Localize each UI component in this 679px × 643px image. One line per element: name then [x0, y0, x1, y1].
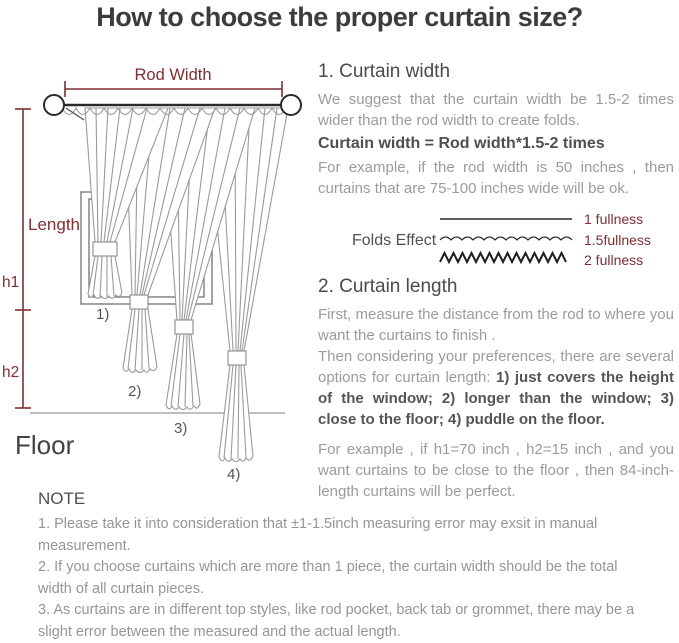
- curtain-4-number: 4): [227, 466, 241, 483]
- length-label: Length: [28, 215, 80, 234]
- curtain-length-para2: [318, 346, 674, 430]
- curtain-width-para2: For example, if the rod width is 50 inches , then curtains that are 75-100 inches wide will be ok.: [318, 159, 674, 197]
- curtain-width-heading: 1. Curtain width: [318, 61, 451, 82]
- curtain-3-number: 3): [174, 420, 188, 437]
- curtain-diagram: [0, 60, 315, 485]
- rod-finial-left: [44, 95, 64, 115]
- curtain-2-number: 2): [128, 383, 142, 400]
- note-item-2: 2. If you choose curtains which are more than 1 piece, the curtain width should be the total width of all curtain pieces.: [38, 559, 618, 597]
- curtain-length-example: For example , if h1=70 inch , h2=15 inch , and you want curtains to be close to the floor , then 84-inch-length curtains will be perfect.: [318, 441, 674, 500]
- fullness-1-label: 1 fullness: [584, 211, 644, 227]
- page-title: How to choose the proper curtain size?: [96, 2, 583, 32]
- note-item-1: 1. Please take it into consideration that ±1-1.5inch measuring error may exsit in manual measurement.: [38, 516, 598, 554]
- curtain-length-para1: First, measure the distance from the rod to where you want the curtains to finish .: [318, 306, 674, 344]
- right-column: [318, 60, 674, 502]
- curtain-length-heading: 2. Curtain length: [318, 276, 458, 297]
- fullness-2-label: 2 fullness: [584, 252, 644, 268]
- fullness-2-line: [440, 253, 566, 262]
- note-heading: NOTE: [38, 489, 86, 508]
- floor-label: Floor: [15, 430, 75, 460]
- note-section: [38, 488, 652, 643]
- curtain-length-options: 1) just covers the height of the window; 2) longer than the window; 3) close to the floor; 4) puddle on the floor.: [318, 369, 674, 428]
- h1-label: h1: [2, 274, 20, 291]
- rod-finial-right: [281, 95, 301, 115]
- h2-label: h2: [2, 364, 20, 381]
- fullness-1point5-label: 1.5fullness: [584, 232, 651, 248]
- folds-effect-label: Folds Effect: [352, 232, 437, 249]
- curtain-width-para1: We suggest that the curtain width be 1.5-2 times wider than the rod width to create folds.: [318, 91, 674, 129]
- curtain-length-options-intro: Then considering your preferences, there are several options for curtain length:: [318, 348, 674, 386]
- curtain-width-formula: Curtain width = Rod width*1.5-2 times: [318, 135, 605, 152]
- rod-width-label: Rod Width: [134, 66, 212, 84]
- fullness-1point5-line: [440, 237, 572, 240]
- note-item-3: 3. As curtains are in different top styles, like rod pocket, back tab or grommet, there may be a slight error between the measured and the actual length.: [38, 602, 635, 640]
- curtain-1-number: 1): [96, 306, 110, 323]
- folds-effect-figure: [318, 212, 674, 266]
